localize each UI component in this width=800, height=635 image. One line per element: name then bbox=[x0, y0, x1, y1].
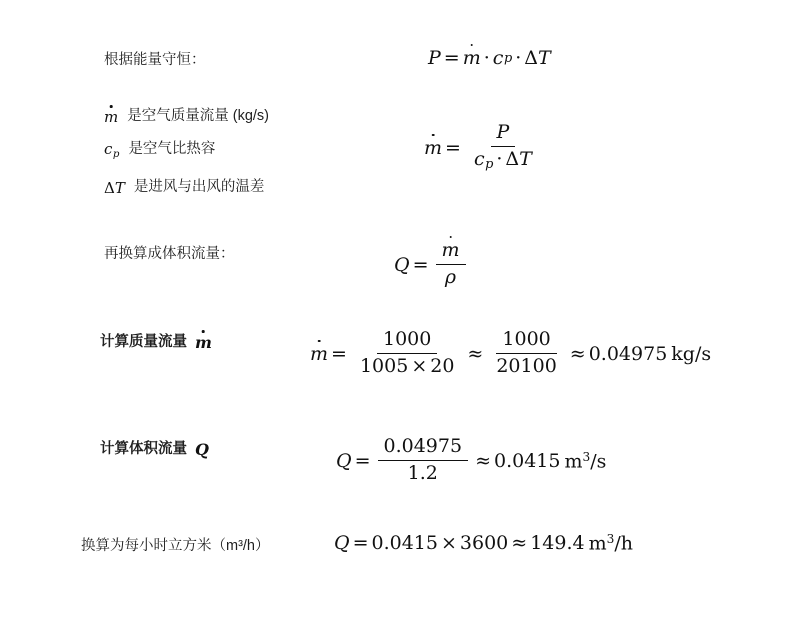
fraction-denominator bbox=[354, 354, 460, 379]
unit-tail: /h bbox=[614, 532, 633, 555]
symbol-c-def: c bbox=[104, 139, 113, 158]
definition-line-mdot bbox=[104, 105, 269, 128]
symbol-mdot-lhs: m bbox=[310, 343, 329, 366]
unit-m: m bbox=[564, 450, 583, 473]
volume-flow-result-unit bbox=[560, 450, 606, 473]
symbol-mdot: m bbox=[441, 239, 460, 261]
subscript-p-def: p bbox=[112, 148, 120, 160]
fraction-P-over-cpdT bbox=[468, 121, 538, 174]
symbol-Q-lhs: Q bbox=[334, 532, 350, 555]
volume-flow-calculation-equation bbox=[336, 436, 606, 487]
symbol-cp bbox=[493, 47, 512, 69]
definition-line-cp bbox=[104, 138, 215, 161]
fraction-1000-over-20100 bbox=[490, 328, 562, 379]
mass-flow-calc-heading bbox=[100, 331, 212, 354]
operator-times: × bbox=[440, 532, 457, 555]
volume-conversion-label: 再换算成体积流量： bbox=[104, 246, 235, 262]
operator-approx: ≈ bbox=[511, 532, 528, 555]
operator-multiply-2: · bbox=[515, 47, 522, 69]
value-20: 20 bbox=[430, 354, 455, 377]
operator-approx-2: ≈ bbox=[569, 343, 586, 366]
operator-multiply-1: · bbox=[483, 47, 490, 69]
mass-flow-formula-equation bbox=[424, 122, 542, 175]
fraction-numerator: 1000 bbox=[377, 328, 437, 354]
symbol-T: T bbox=[538, 47, 551, 69]
subscript-p: p bbox=[503, 50, 513, 66]
fraction-mdot-over-rho bbox=[436, 239, 466, 290]
value-3600: 3600 bbox=[459, 532, 509, 555]
definition-line-deltaT bbox=[104, 176, 264, 199]
operator-equals: = bbox=[354, 450, 371, 473]
symbol-Q-lhs: Q bbox=[336, 450, 352, 473]
fraction-numerator: 0.04975 bbox=[378, 435, 469, 461]
fraction-denominator: 20100 bbox=[496, 354, 557, 377]
operator-equals: = bbox=[352, 532, 369, 555]
mass-flow-calc-symbol bbox=[187, 333, 212, 352]
symbol-mdot-heading: m bbox=[195, 333, 212, 353]
unit-exponent: 3 bbox=[582, 449, 591, 464]
fraction-denominator bbox=[468, 147, 538, 174]
symbol-mdot: m bbox=[462, 47, 481, 69]
symbol-mdot-def: m bbox=[104, 107, 119, 126]
operator-equals: = bbox=[445, 137, 461, 160]
operator-equals: = bbox=[331, 343, 347, 366]
energy-conservation-label: 根据能量守恒： bbox=[104, 52, 206, 68]
value-1005: 1005 bbox=[359, 354, 409, 377]
hourly-result-value: 149.4 bbox=[530, 532, 585, 555]
fraction-1000-over-1005x20 bbox=[354, 328, 460, 379]
hourly-result-unit bbox=[585, 532, 633, 555]
symbol-T: T bbox=[519, 147, 532, 170]
subscript-p: p bbox=[485, 157, 494, 173]
definition-text-mdot: 是空气质量流量 (kg/s) bbox=[127, 108, 270, 124]
value-0-0415: 0.0415 bbox=[371, 532, 438, 555]
energy-conservation-equation bbox=[428, 47, 551, 69]
symbol-c: c bbox=[473, 147, 485, 170]
hourly-conversion-equation bbox=[334, 532, 633, 555]
volume-flow-formula-equation bbox=[394, 240, 470, 291]
fraction-denominator: 1.2 bbox=[407, 461, 438, 484]
symbol-delta-def: Δ bbox=[104, 178, 115, 197]
symbol-P: P bbox=[428, 47, 441, 69]
unit-m: m bbox=[588, 532, 607, 555]
fraction-numerator: 1000 bbox=[496, 328, 556, 354]
mass-flow-result-unit: kg/s bbox=[671, 343, 712, 366]
operator-equals: = bbox=[412, 254, 429, 277]
definition-text-deltaT: 是进风与出风的温差 bbox=[133, 179, 265, 195]
operator-equals: = bbox=[443, 47, 460, 69]
volume-flow-calc-heading bbox=[100, 438, 209, 461]
definition-symbol-deltaT bbox=[104, 179, 125, 197]
symbol-c: c bbox=[492, 47, 504, 69]
fraction-004975-over-12 bbox=[378, 435, 469, 486]
fraction-numerator bbox=[436, 239, 466, 265]
symbol-delta: Δ bbox=[524, 47, 538, 69]
definition-text-cp: 是空气比热容 bbox=[128, 141, 216, 157]
fraction-denominator: ρ bbox=[444, 265, 457, 288]
mass-flow-calculation-equation bbox=[310, 329, 711, 380]
operator-approx: ≈ bbox=[475, 450, 491, 473]
unit-tail: /s bbox=[590, 450, 607, 473]
operator-approx-1: ≈ bbox=[467, 343, 484, 366]
unit-exponent: 3 bbox=[606, 532, 615, 546]
mass-flow-result-value: 0.04975 bbox=[588, 343, 668, 366]
operator-times: × bbox=[411, 354, 428, 377]
operator-multiply: · bbox=[496, 147, 503, 170]
definition-symbol-mdot bbox=[104, 108, 118, 126]
symbol-mdot-lhs: m bbox=[424, 137, 443, 160]
symbol-delta: Δ bbox=[505, 147, 520, 170]
volume-flow-calc-label: 计算体积流量 bbox=[100, 441, 187, 457]
hourly-conversion-label: 换算为每小时立方米（m³/h） bbox=[81, 538, 270, 554]
symbol-Q: Q bbox=[394, 254, 410, 277]
volume-flow-result-value: 0.0415 bbox=[494, 450, 561, 473]
fraction-numerator: P bbox=[491, 121, 516, 147]
definition-symbol-cp bbox=[104, 140, 119, 160]
mass-flow-calc-label: 计算质量流量 bbox=[100, 334, 187, 350]
volume-flow-calc-symbol: Q bbox=[195, 440, 209, 460]
symbol-T-def: T bbox=[114, 178, 125, 197]
